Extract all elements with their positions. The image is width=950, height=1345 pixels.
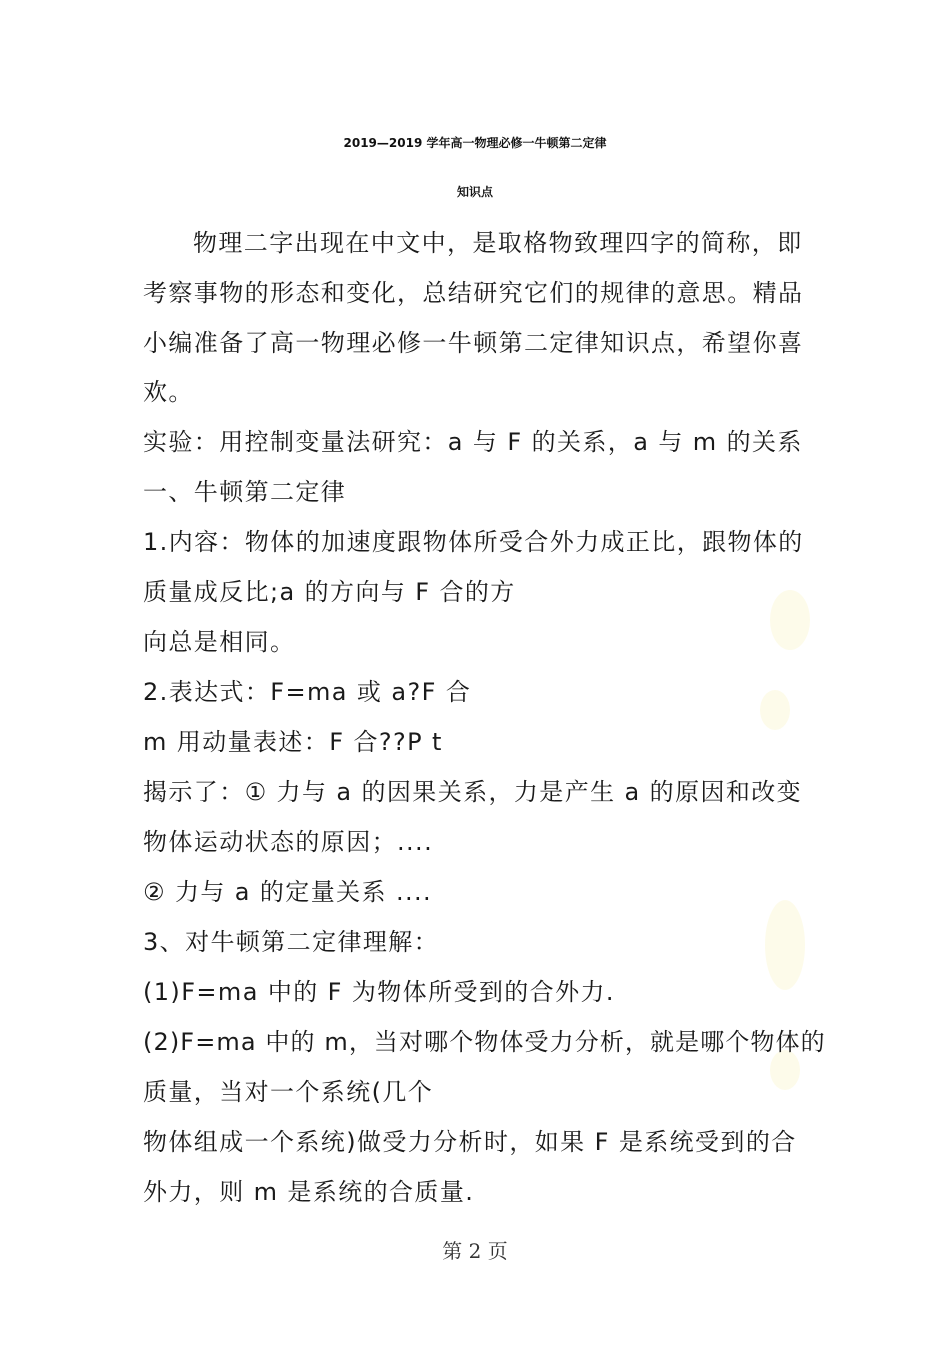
scan-smudge: [765, 900, 805, 990]
experiment-line: 实验：用控制变量法研究：a 与 F 的关系，a 与 m 的关系: [143, 428, 803, 456]
formula-line: m 用动量表述：F 合??P t: [143, 728, 443, 756]
paragraph-line: 小编准备了高一物理必修一牛顿第二定律知识点，希望你喜: [143, 329, 804, 357]
subsection-heading: 3、对牛顿第二定律理解：: [143, 928, 440, 956]
paragraph-line: 欢。: [143, 378, 194, 406]
content-line: 质量成反比;a 的方向与 F 合的方: [143, 578, 516, 606]
content-line: 物体组成一个系统)做受力分析时，如果 F 是系统受到的合: [143, 1128, 797, 1156]
document-title-line-1: 2019—2019 学年高一物理必修一牛顿第二定律: [343, 136, 607, 150]
content-line: (2)F=ma 中的 m，当对哪个物体受力分析，就是哪个物体的: [143, 1028, 826, 1056]
content-line: 物体运动状态的原因；....: [143, 828, 434, 856]
section-heading: 一、牛顿第二定律: [143, 478, 347, 506]
content-line: ② 力与 a 的定量关系 ....: [143, 878, 433, 906]
content-line: 1.内容：物体的加速度跟物体所受合外力成正比，跟物体的: [143, 528, 804, 556]
scan-smudge: [770, 590, 810, 650]
content-line: 揭示了：① 力与 a 的因果关系，力是产生 a 的原因和改变: [143, 778, 803, 806]
paragraph-line: 物理二字出现在中文中，是取格物致理四字的简称，即: [193, 229, 803, 257]
paragraph-line: 考察事物的形态和变化，总结研究它们的规律的意思。精品: [143, 279, 804, 307]
content-line: 质量，当对一个系统(几个: [143, 1078, 434, 1106]
document-title-line-2: 知识点: [456, 185, 493, 199]
page-number: 第 2 页: [442, 1239, 508, 1263]
scan-smudge: [760, 690, 790, 730]
formula-line: 2.表达式：F=ma 或 a?F 合: [143, 678, 472, 706]
content-line: (1)F=ma 中的 F 为物体所受到的合外力.: [143, 978, 615, 1006]
content-line: 外力，则 m 是系统的合质量.: [143, 1178, 475, 1206]
content-line: 向总是相同。: [143, 628, 296, 656]
